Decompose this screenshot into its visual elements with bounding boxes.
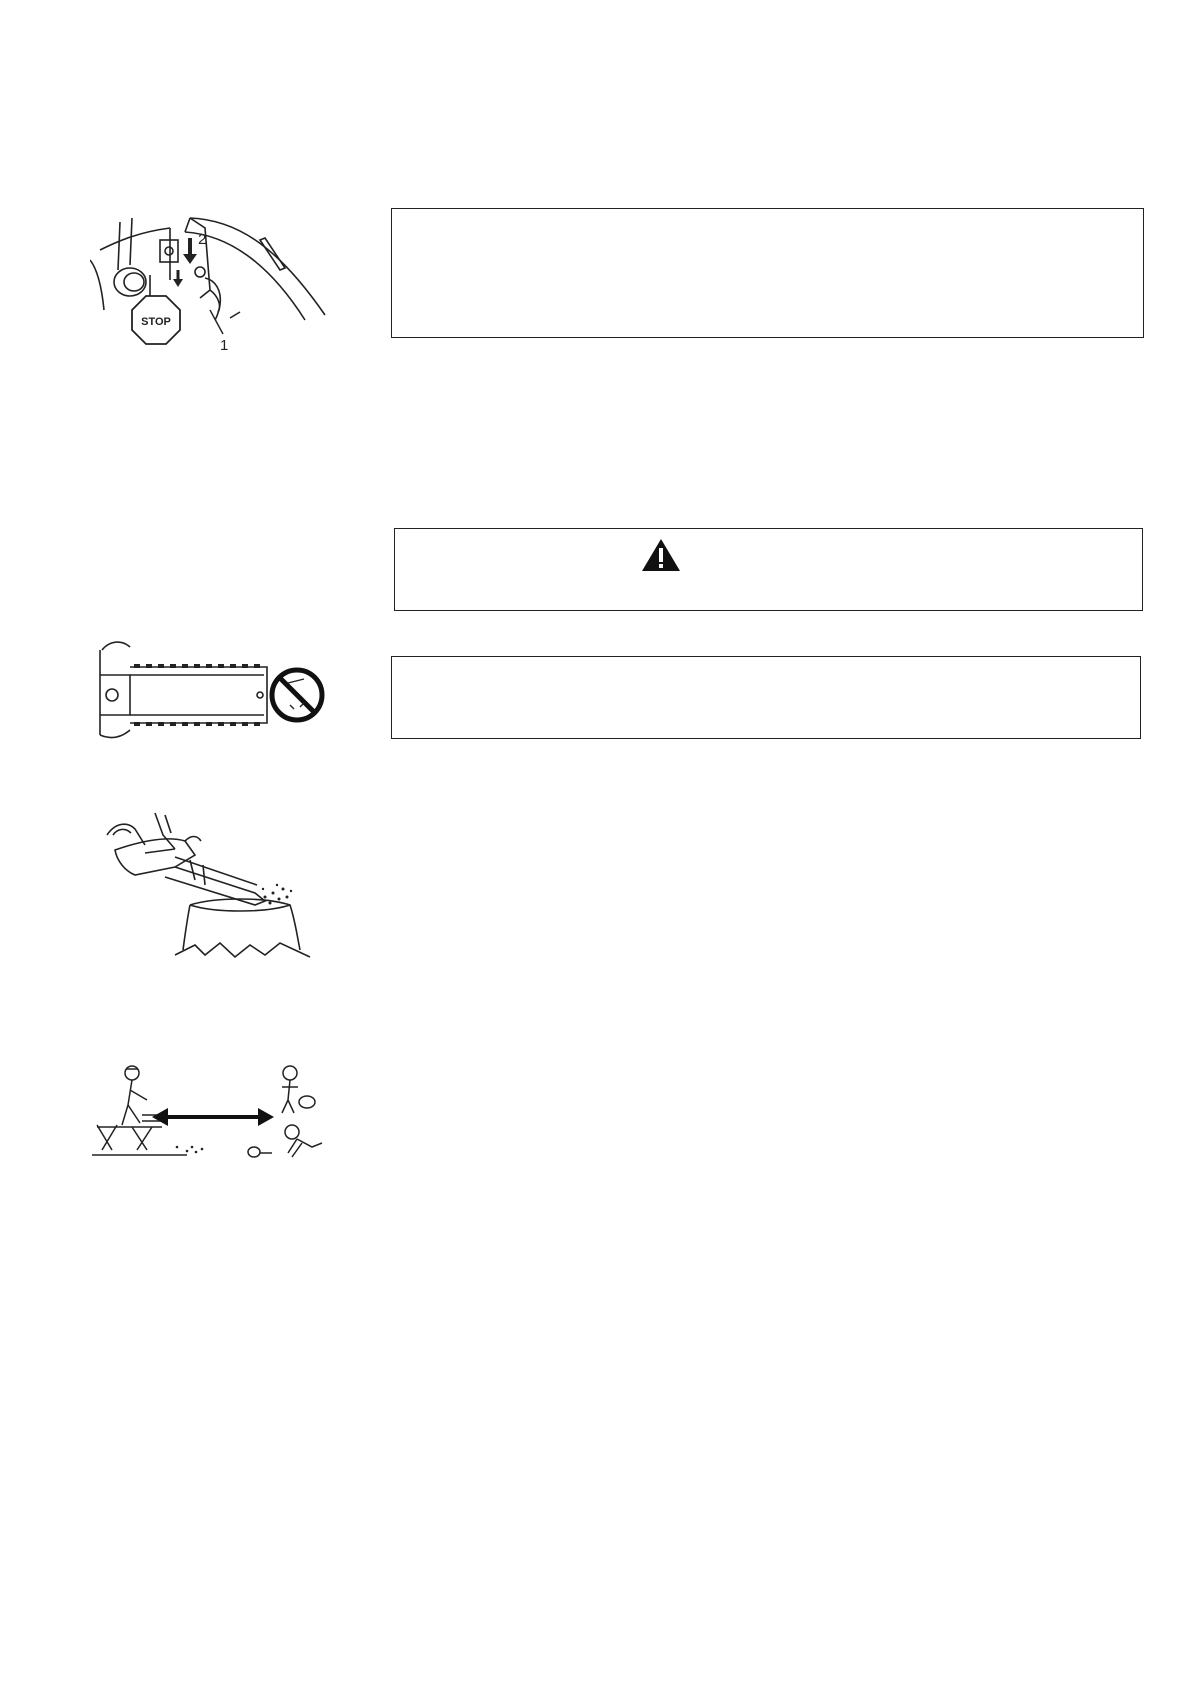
callout-2: 2 — [198, 231, 207, 248]
top-info-box — [391, 208, 1144, 338]
knob-icon — [114, 268, 146, 296]
chain-no-oil-illustration — [92, 635, 332, 745]
stop-sign-icon — [132, 296, 180, 344]
lower-info-box — [391, 656, 1141, 739]
double-arrow-icon — [152, 1108, 274, 1126]
stop-switch-illustration — [90, 210, 330, 355]
prohibition-icon — [272, 670, 322, 720]
safe-distance-illustration — [92, 1055, 332, 1165]
callout-1: 1 — [220, 337, 229, 354]
oil-check-illustration — [105, 805, 325, 965]
stop-label: STOP — [141, 316, 171, 328]
warning-box — [394, 528, 1143, 611]
warning-triangle-icon — [640, 537, 682, 573]
